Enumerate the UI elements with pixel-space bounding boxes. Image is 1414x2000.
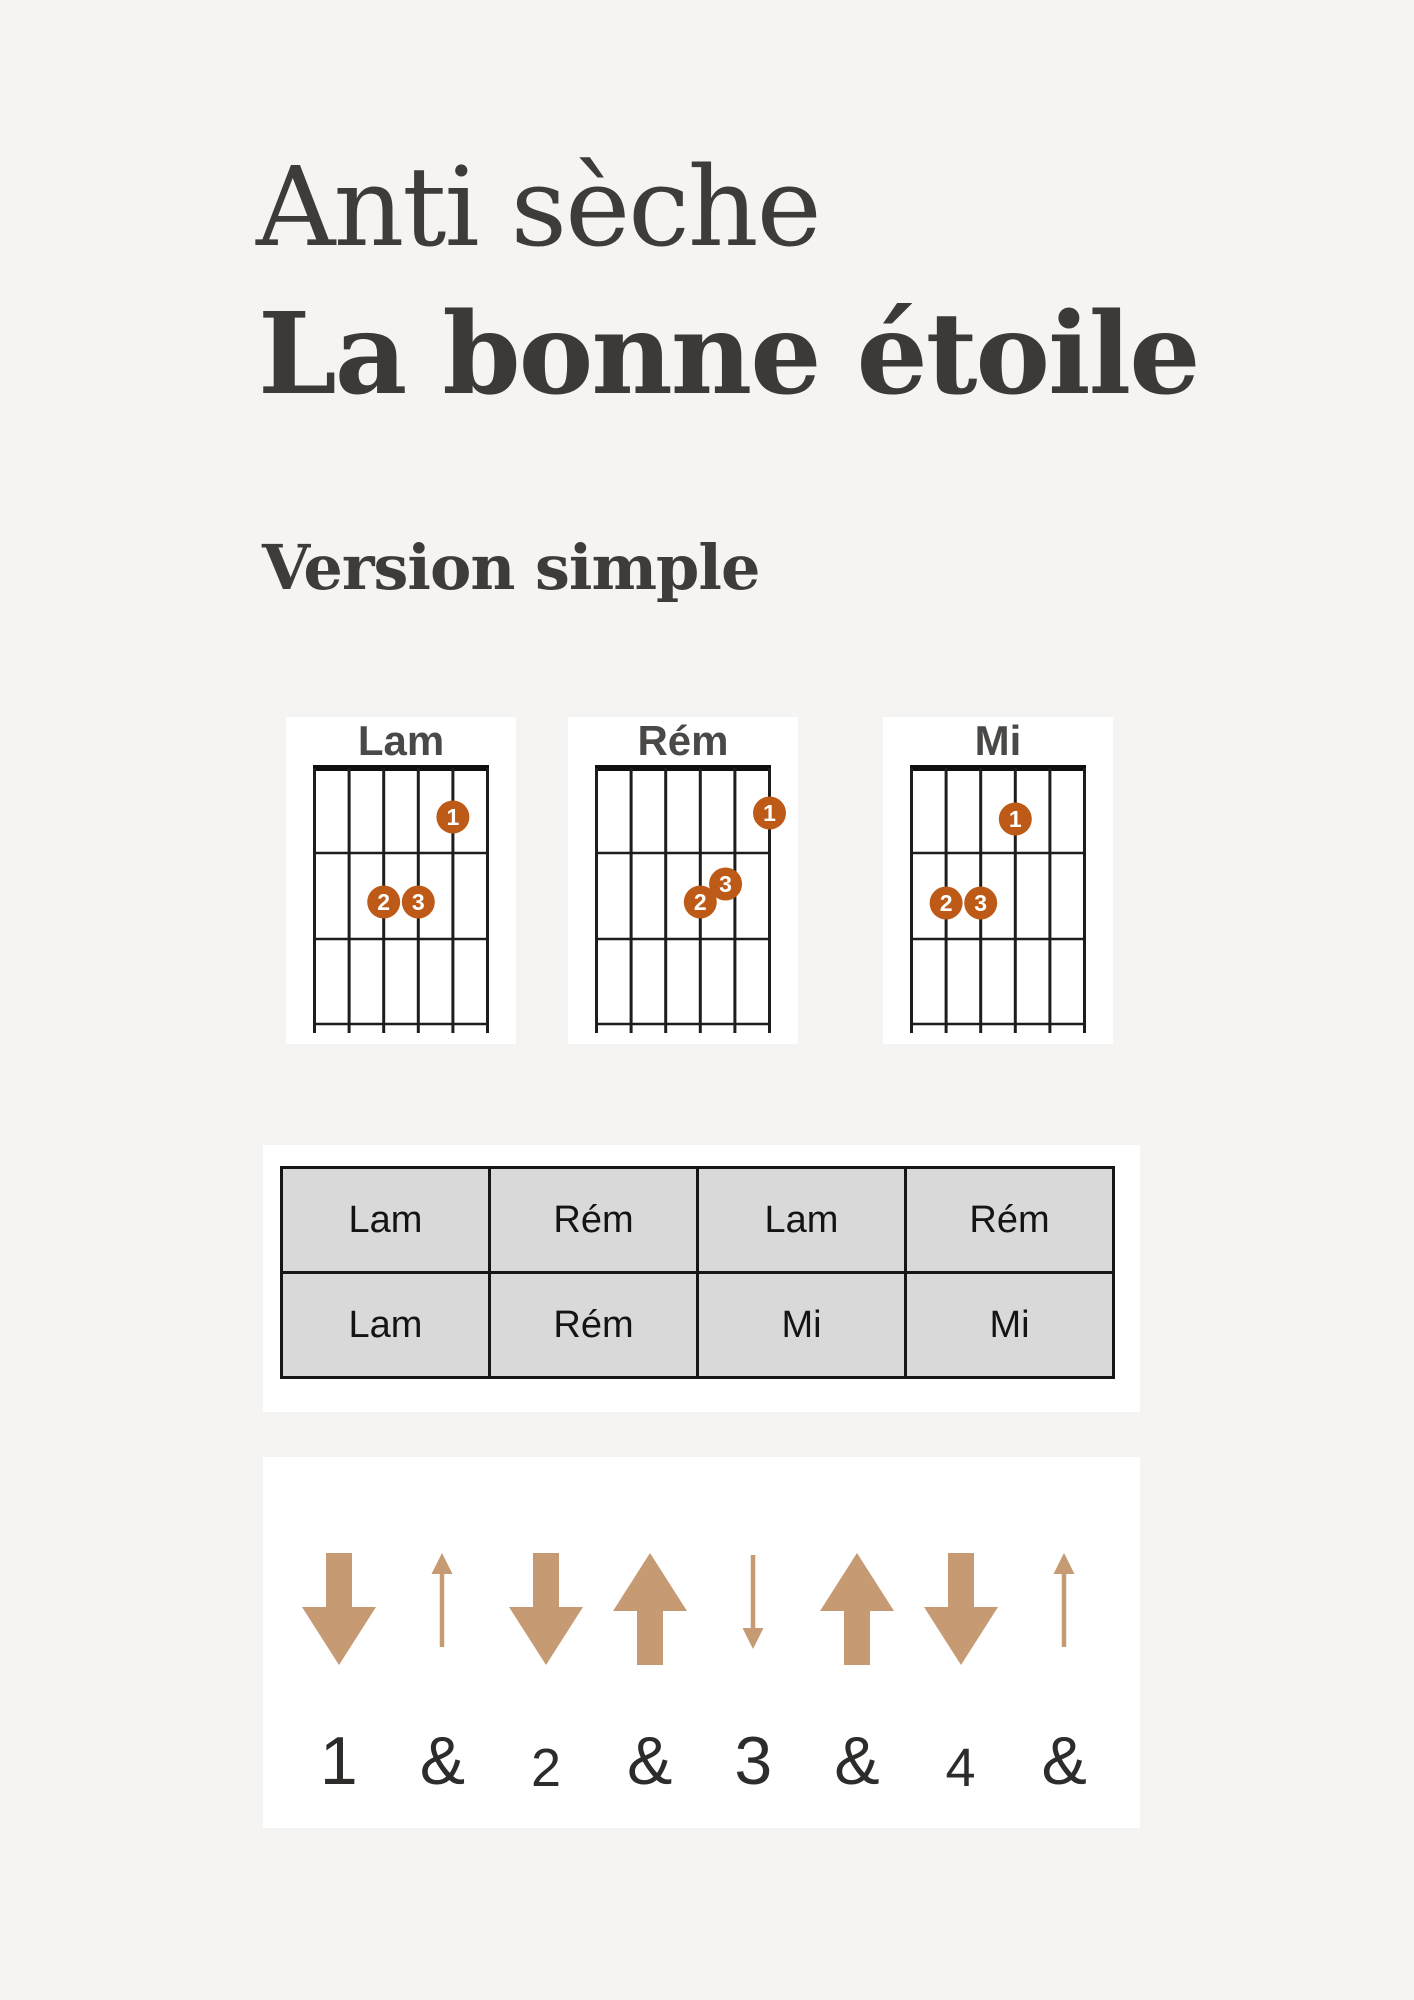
strum-arrow-box (738, 1553, 768, 1665)
beat-label: 4 (945, 1738, 976, 1798)
beat-column (909, 1457, 1013, 1828)
finger-number: 2 (377, 889, 391, 915)
strum-arrow-up-icon (427, 1553, 457, 1649)
progression-cell: Rém (490, 1168, 698, 1273)
nut-line (313, 765, 489, 771)
beat-column (494, 1457, 598, 1828)
chord-diagram (595, 765, 776, 1035)
progression-table (280, 1166, 1115, 1379)
finger-number: 3 (719, 871, 732, 897)
strum-arrow-box (1049, 1553, 1079, 1665)
strum-arrow-box (924, 1553, 998, 1665)
chord-name-label: Lam (357, 717, 445, 764)
nut-line (595, 765, 771, 771)
strum-arrow-down-icon (302, 1553, 376, 1665)
beat-label: & (627, 1723, 673, 1799)
beat-label: & (419, 1723, 466, 1799)
beat-label: 2 (531, 1738, 562, 1798)
beat-column (1012, 1457, 1116, 1828)
beat-column (598, 1457, 702, 1828)
strum-arrow-box (509, 1553, 583, 1665)
strum-arrow-down-icon (509, 1553, 583, 1665)
strum-arrow-box (613, 1553, 687, 1665)
beat-column (702, 1457, 806, 1828)
progression-row (282, 1273, 1114, 1378)
beat-column (391, 1457, 495, 1828)
chord-diagram (910, 765, 1086, 1035)
progression-cell: Mi (698, 1273, 906, 1378)
progression-cell: Lam (282, 1273, 490, 1378)
chord-name-label: Mi (974, 717, 1022, 764)
finger-number: 1 (1008, 806, 1022, 832)
beat-label: & (834, 1723, 880, 1799)
finger-number: 1 (446, 804, 460, 830)
finger-number: 3 (411, 889, 425, 915)
strum-arrow-up-icon (820, 1553, 894, 1665)
strum-arrow-down-icon (924, 1553, 998, 1665)
chord-diagram (313, 765, 489, 1035)
progression-cell: Lam (282, 1168, 490, 1273)
progression-cell: Rém (906, 1168, 1114, 1273)
strum-arrow-up-icon (1049, 1553, 1079, 1649)
progression-panel (263, 1145, 1140, 1412)
strumming-pattern (263, 1457, 1140, 1828)
finger-number: 3 (974, 890, 988, 916)
chord-card (568, 717, 798, 1044)
progression-cell: Lam (698, 1168, 906, 1273)
progression-row (282, 1168, 1114, 1273)
chord-card (286, 717, 516, 1044)
chord-name-label: Rém (637, 717, 729, 764)
beat-label: 3 (734, 1723, 773, 1799)
page-title-line1: Anti sèche (256, 143, 820, 271)
nut-line (910, 765, 1086, 771)
chord-card (883, 717, 1113, 1044)
beat-column (287, 1457, 391, 1828)
strum-arrow-box (302, 1553, 376, 1665)
strum-arrow-box (427, 1553, 457, 1665)
strum-arrow-down-icon (738, 1553, 768, 1649)
beat-label: 1 (319, 1723, 358, 1799)
section-subtitle: Version simple (262, 531, 760, 604)
strumming-panel (263, 1457, 1140, 1828)
beat-column (805, 1457, 909, 1828)
progression-cell: Rém (490, 1273, 698, 1378)
finger-number: 2 (693, 889, 707, 915)
finger-number: 2 (939, 890, 953, 916)
beat-label: & (1041, 1723, 1087, 1799)
page-title-line2: La bonne étoile (258, 289, 1199, 420)
progression-cell: Mi (906, 1273, 1114, 1378)
finger-number: 1 (763, 800, 776, 826)
strum-arrow-up-icon (613, 1553, 687, 1665)
strum-arrow-box (820, 1553, 894, 1665)
